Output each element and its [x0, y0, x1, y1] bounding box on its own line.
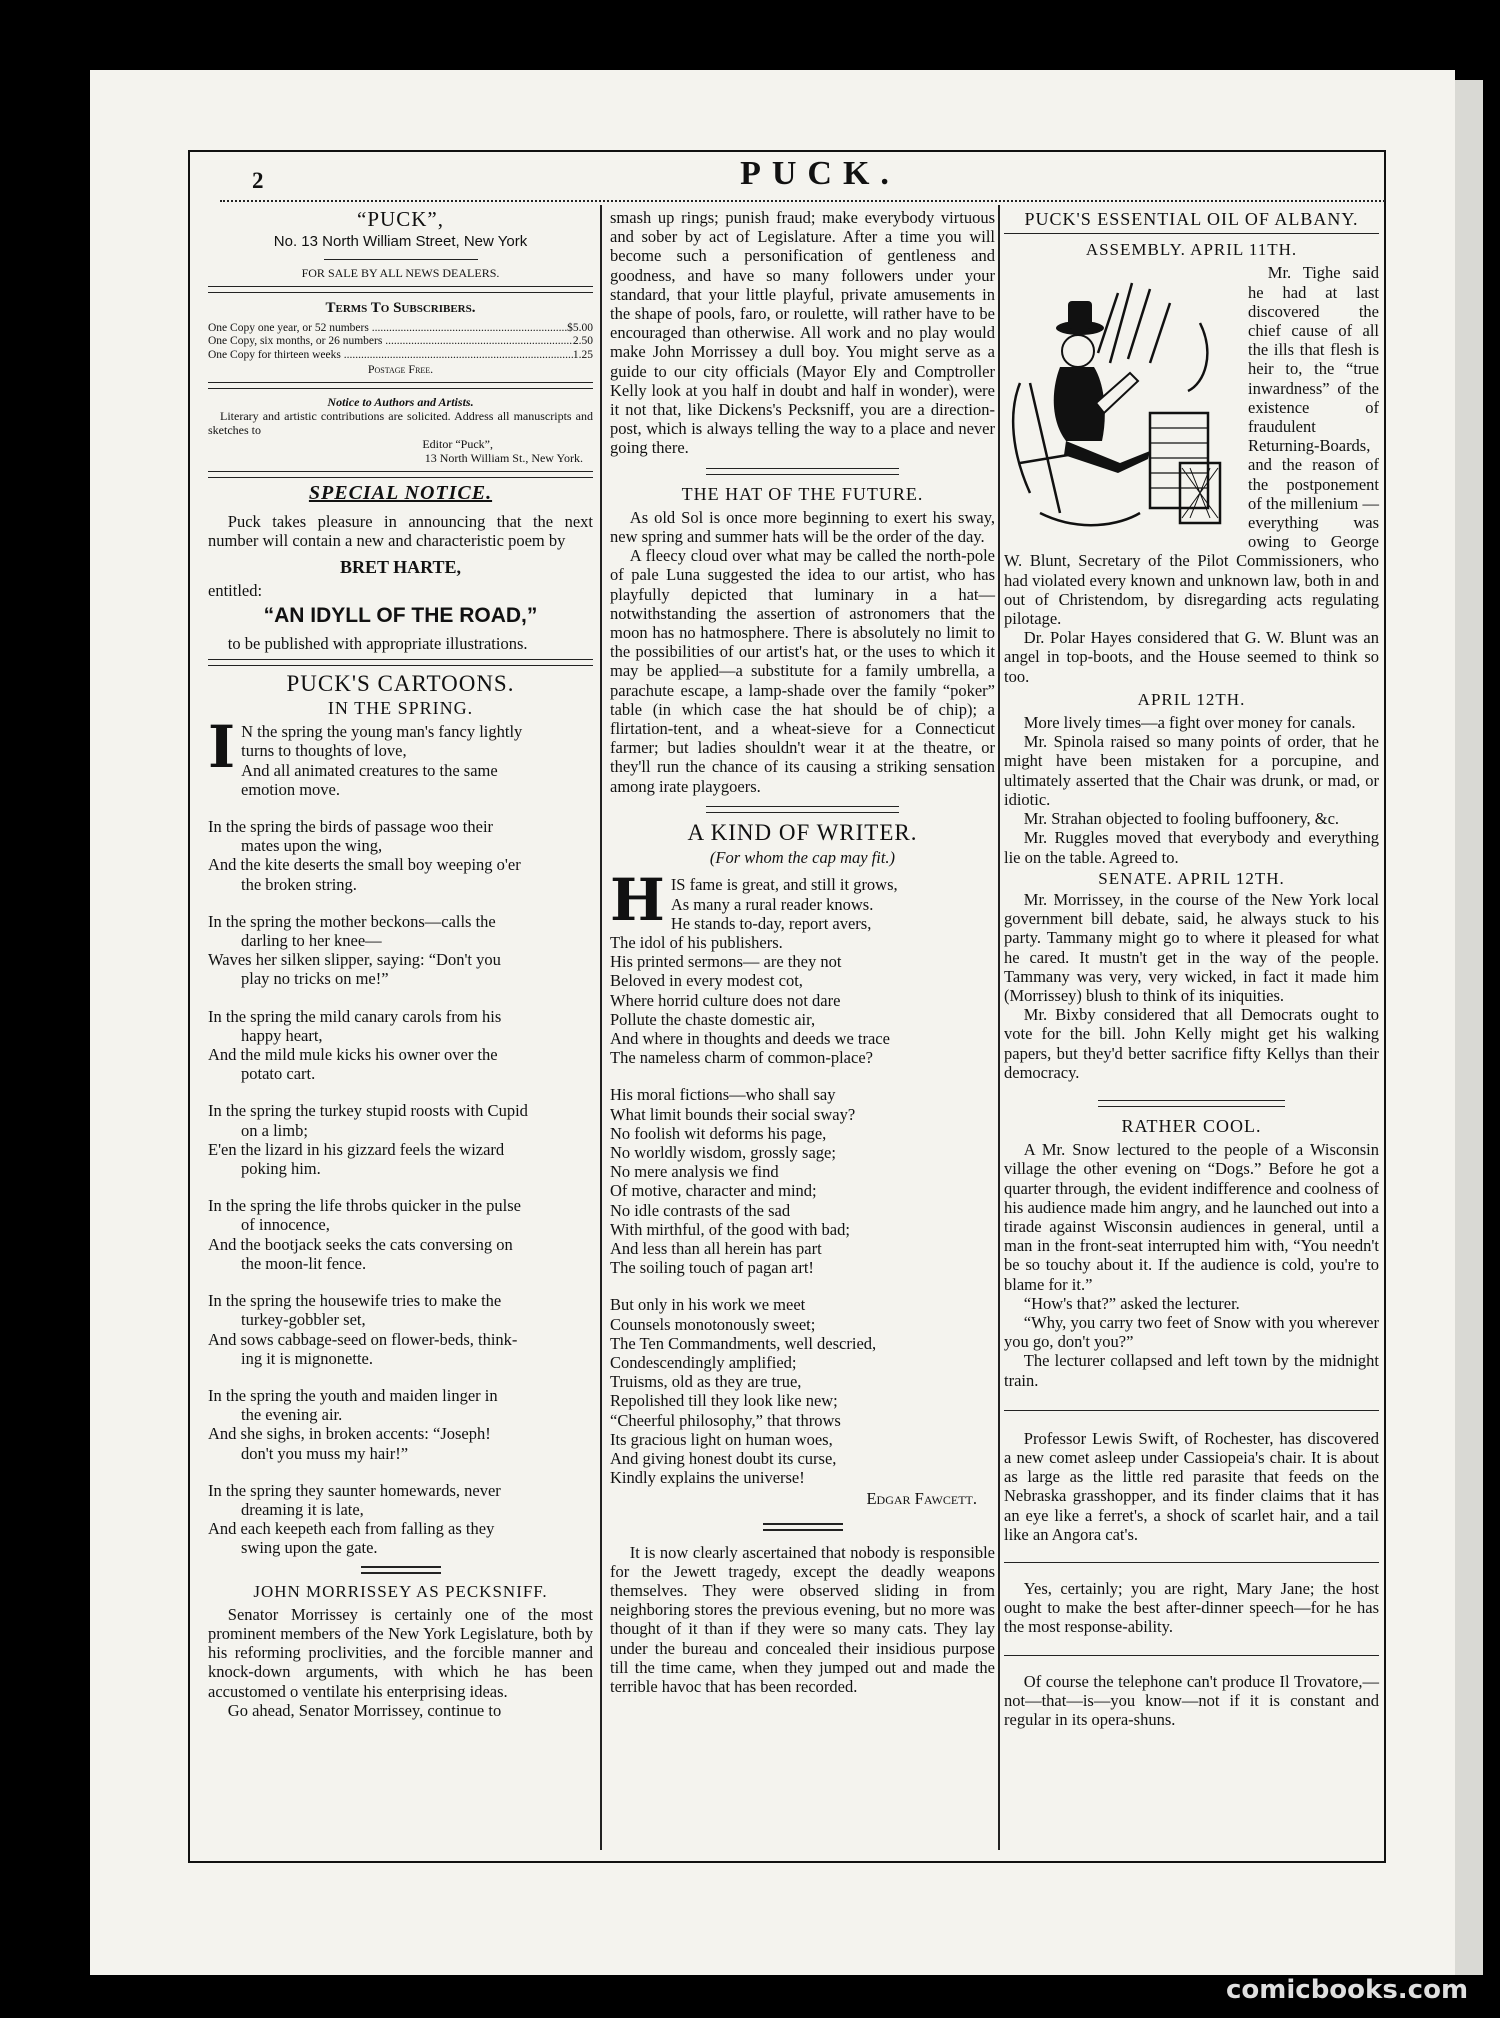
drop-cap: H [610, 866, 665, 935]
special-notice-entitled: entitled: [208, 581, 263, 601]
publisher-name: “PUCK”, [357, 207, 444, 231]
writer-heading: A KIND OF WRITER. [687, 819, 918, 845]
spinola-paragraph: Mr. Spinola raised so many points of order, that he might have been mistaken for a porcupine, and ultimately asserted that the Chair was drunk, or mad, or idiotic. [1004, 732, 1379, 809]
poem-stanza: In the spring the mild canary carols from his happy heart, And the mild mule kicks his owner over the potato cart. [208, 1006, 502, 1084]
publisher-address: No. 13 North William Street, New York [273, 233, 528, 251]
strahan-paragraph: Mr. Strahan objected to fooling buffoonery, &c. [1023, 809, 1340, 829]
morrissey-paragraph: Senator Morrissey is certainly one of the most prominent members of the New York Legislature, both by his reforming proclivities, and the forcible manner and knock-down arguments, with which he has been accustomed o ventilate his enterprising ideas. [208, 1604, 593, 1701]
rule [1004, 1410, 1379, 1411]
section-divider [361, 1566, 441, 1574]
special-notice-author: BRET HARTE, [339, 557, 462, 577]
page-number: 2 [252, 168, 264, 193]
poem-stanza: His moral fictions—who shall say What limit bounds their social sway? No foolish wit deforms his page, No worldly wisdom, grossly sage; No mere analysis we find Of motive, character and mind; No idle contrasts of the sad With mirthful, of the good with bad; And less than all herein has part The soiling touch of pagan art! [610, 1085, 856, 1278]
spring-poem [208, 713, 593, 1558]
column-2 [610, 208, 995, 1696]
column-3 [1004, 208, 1379, 1729]
special-notice-text: Puck takes pleasure in announcing that the next number will contain a new and characteristic poem by [208, 511, 593, 550]
cartoon-drawing [1000, 263, 1240, 543]
rather-cool-paragraph-2: “How's that?” asked the lecturer. [1023, 1293, 1240, 1313]
notice-text: Literary and artistic contributions are solicited. Address all manuscripts and sketches to [208, 409, 593, 438]
poem-stanza: In the spring the birds of passage woo their mates upon the wing, And the kite deserts the small boy weeping o'er the broken string. [208, 817, 521, 894]
rather-cool-paragraph-3: “Why, you carry two feet of Snow with you wherever you go, don't you?” [1004, 1312, 1379, 1352]
double-rule [208, 382, 593, 389]
hat-heading: THE HAT OF THE FUTURE. [681, 483, 924, 504]
for-sale-notice: FOR SALE BY ALL NEWS DEALERS. [301, 266, 500, 281]
rule [1004, 233, 1379, 234]
tighe-paragraph: Mr. Tighe said he had at last discovered the chief cause of all the ills that flesh is heir to, the “true inwardness” of the existence of fraudulent Returning-Boards, and the reason of the postponement of the millenium — everything was owing to George W. Blunt, Secretary of the Pilot Commissioners, who had violated every known and unknown law, both in and out of Christendom, by disregarding acts regulating pilotage. [1004, 263, 1379, 629]
face [1062, 335, 1094, 367]
top-hat [1068, 301, 1092, 329]
swift-paragraph: Professor Lewis Swift, of Rochester, has discovered a new comet asleep under Cassiopeia's chair. It is about as large as the little red parasite that feeds on the Nebraska grasshopper, and its finder claims that it has an eye like a ferret's, a shock of scarlet hair, and a tail like an Angora cat's. [1004, 1428, 1379, 1544]
poem-signature: Edgar Fawcett. [866, 1489, 977, 1509]
rate-row: One Copy, six months, or 26 numbers ..... 2.50 [208, 335, 593, 349]
drop-cap: I [208, 713, 236, 782]
ruggles-paragraph: Mr. Ruggles moved that everybody and everything lie on the table. Agreed to. [1004, 828, 1379, 867]
subscription-rates [208, 322, 593, 363]
assembly-heading: ASSEMBLY. APRIL 11TH. [1085, 240, 1298, 260]
poem-stanza: I N the spring the young man's fancy lightly turns to thoughts of love, And all animated creatures to the same emotion move. [208, 713, 523, 799]
cartoons-heading: PUCK'S CARTOONS. [286, 670, 515, 696]
notice-address-1: Editor “Puck”, [422, 437, 493, 452]
morrissey-continued: smash up rings; punish fraud; make everybody virtuous and sober by act of Legislature. After a time you will become such a personification of gentleness and goodness, and have so many followers under your standard, that your little playful, private amusements in the shape of pools, faro, or roulette, will rather have to be encouraged than otherwise. All work and no play would make John Morrissey a dull boy. You might serve as a guide to our city officials (Mayor Ely and Comptroller Kelly look at you half in doubt and half in wonder), were it not that, like Dickens's Pecksniff, you are a direction-post, which is always telling the way to a place and never going there. [610, 208, 995, 458]
bixby-paragraph: Mr. Bixby considered that all Democrats ought to vote for the bill. John Kelly might get his walking papers, but they'd better sacrifice fifty Kellys than their democracy. [1004, 1005, 1379, 1082]
senate-heading: SENATE. APRIL 12TH. [1098, 868, 1285, 888]
albany-heading: PUCK'S ESSENTIAL OIL OF ALBANY. [1024, 209, 1359, 229]
poem-stanza: But only in his work we meet Counsels monotonously sweet; The Ten Commandments, well descried, Condescendingly amplified; Truisms, old as they are true, Repolished till they look like new; “Cheerful philosophy,” that throws Its gracious light on human woes, And giving honest doubt its curse, Kindly explains the universe! [610, 1295, 877, 1488]
double-rule [208, 286, 593, 293]
facing-page-edge [1455, 80, 1483, 1975]
rule [1004, 1655, 1379, 1656]
poem-stanza: In the spring the housewife tries to make the turkey-gobbler set, And sows cabbage-seed on flower-beds, think- ing it is mignonette. [208, 1291, 518, 1368]
column-1 [208, 208, 593, 1720]
special-notice-title: “AN IDYLL OF THE ROAD,” [263, 604, 538, 628]
hat-paragraph-1: As old Sol is once more beginning to exert his sway, new spring and summer hats will be the order of the day. [610, 507, 995, 547]
rate-row: One Copy one year, or 52 numbers ..... $5.00 [208, 322, 593, 336]
postage-note: Postage Free. [367, 362, 434, 377]
terms-heading: Terms To Subscribers. [325, 300, 476, 317]
poem-stanza: H IS fame is great, and still it grows, As many a rural reader knows. He stands to-day, report avers, The idol of his publishers. His printed sermons— are they not Beloved in every modest cot, Where horrid culture does not dare Pollute the chaste domestic air, And where in thoughts and deeds we trace The nameless charm of common-place? [610, 866, 898, 1068]
chair-rocker [1040, 513, 1140, 525]
special-notice-tail: to be published with appropriate illustrations. [227, 633, 528, 653]
poem-stanza: In the spring the mother beckons—calls the darling to her knee— Waves her silken slipper, saying: “Don't you play no tricks on me!” [208, 911, 501, 989]
rather-cool-paragraph-1: A Mr. Snow lectured to the people of a Wisconsin village the other evening on “Dogs.” Before he got a quarter through, the evident indifference and coolness of his audience made him angry, and he launched out into a tirade against Wisconsin audiences in general, until a man in the front-seat interrupted him with, “You needn't be so touchy about it. If the audience is cold, you're to blame for it.” [1004, 1140, 1379, 1294]
header-rule [220, 200, 1385, 202]
poem-stanza: In the spring the youth and maiden linger in the evening air. And she sighs, in broken accents: “Joseph! don't you muss my hair!” [208, 1385, 498, 1463]
april-12-heading: APRIL 12TH. [1137, 689, 1246, 709]
special-notice-heading: SPECIAL NOTICE. [308, 482, 493, 505]
scribble [1188, 323, 1207, 391]
rate-row: One Copy for thirteen weeks ..... 1.25 [208, 349, 593, 363]
writer-poem [610, 866, 995, 1488]
hat-paragraph-2: A fleecy cloud over what may be called the north-pole of pale Luna suggested the idea to our artist, who has playfully depicted that luminary in a hat—notwithstanding the assertion of astronomers that the moon has no hatmosphere. There is absolutely no limit to the possibilities of our artist's hat, or the uses to which it may be applied—a substitute for a family umbrella, a parachute escape, a lamp-shade over the family “poker” table (in which case the hat should be of chip); a flirtation-tent, and a wheat-sieve for a Connecticut farmer; but ladies shouldn't wear it at the theatre, or they'll run the chance of its causing a striking sensation among irate playgoers. [610, 546, 995, 796]
morrissey-paragraph-2: Go ahead, Senator Morrissey, continue to [227, 1700, 502, 1720]
column-rule-1 [600, 205, 602, 1850]
lively-paragraph: More lively times—a fight over money for canals. [1023, 713, 1356, 733]
mary-jane-paragraph: Yes, certainly; you are right, Mary Jane; the host ought to make the best after-dinner speech—for he has the most response-ability. [1004, 1579, 1379, 1637]
poem-stanza: In the spring the turkey stupid roosts with Cupid on a limb; E'en the lizard in his gizzard feels the wizard poking him. [208, 1101, 528, 1179]
double-rule [208, 471, 593, 478]
hatch-marks [1098, 283, 1170, 363]
notice-heading: Notice to Authors and Artists. [327, 395, 474, 410]
albany-cartoon-illustration [1000, 263, 1240, 543]
hayes-paragraph: Dr. Polar Hayes considered that G. W. Blunt was an angel in top-boots, and the House seemed to think so too. [1004, 628, 1379, 686]
double-rule [208, 659, 593, 666]
telephone-paragraph: Of course the telephone can't produce Il Trovatore,—not—that—is—you know—not if it is constant and regular in its opera-shuns. [1004, 1671, 1379, 1730]
morrissey-senate-paragraph: Mr. Morrissey, in the course of the New York local government bill debate, said, he always stuck to his party. Tammany might go to where it pleased for what he cared. It mustn't get in the way of the people. Tammany was very, very wicked, in fact it made him (Morrissey) blush to think of its iniquities. [1004, 889, 1379, 1005]
poem-stanza: In the spring the life throbs quicker in the pulse of innocence, And the bootjack seeks the cats conversing on the moon-lit fence. [208, 1196, 521, 1273]
section-divider [706, 468, 899, 475]
short-rule [324, 259, 478, 260]
spring-poem-title: IN THE SPRING. [327, 698, 474, 719]
morrissey-heading: JOHN MORRISSEY AS PECKSNIFF. [253, 1581, 548, 1601]
section-divider [763, 1523, 843, 1531]
legs [1064, 441, 1150, 473]
rather-cool-paragraph-4: The lecturer collapsed and left town by the midnight train. [1004, 1351, 1379, 1390]
masthead: PUCK. [740, 155, 900, 192]
writer-subtitle: (For whom the cap may fit.) [709, 848, 896, 868]
notice-address-2: 13 North William St., New York. [424, 451, 583, 466]
poem-stanza: In the spring they saunter homewards, never dreaming it is late, And each keepeth each from falling as they swing upon the gate. [208, 1480, 501, 1558]
source-watermark: comicbooks.com [1226, 1975, 1469, 2005]
section-divider [706, 806, 899, 813]
jewett-paragraph: It is now clearly ascertained that nobody is responsible for the Jewett tragedy, except the deadly weapons themselves. They were observed sliding in from neighboring stores the previous evening, but no more was thought of it than if they were so many cats. They lay under the bureau and concealed their insidious purpose till the time came, when they jumped out and made the terrible havoc that has been recorded. [610, 1542, 995, 1697]
section-divider [1098, 1100, 1286, 1107]
rather-cool-heading: RATHER COOL. [1121, 1115, 1262, 1136]
rule [1004, 1562, 1379, 1563]
